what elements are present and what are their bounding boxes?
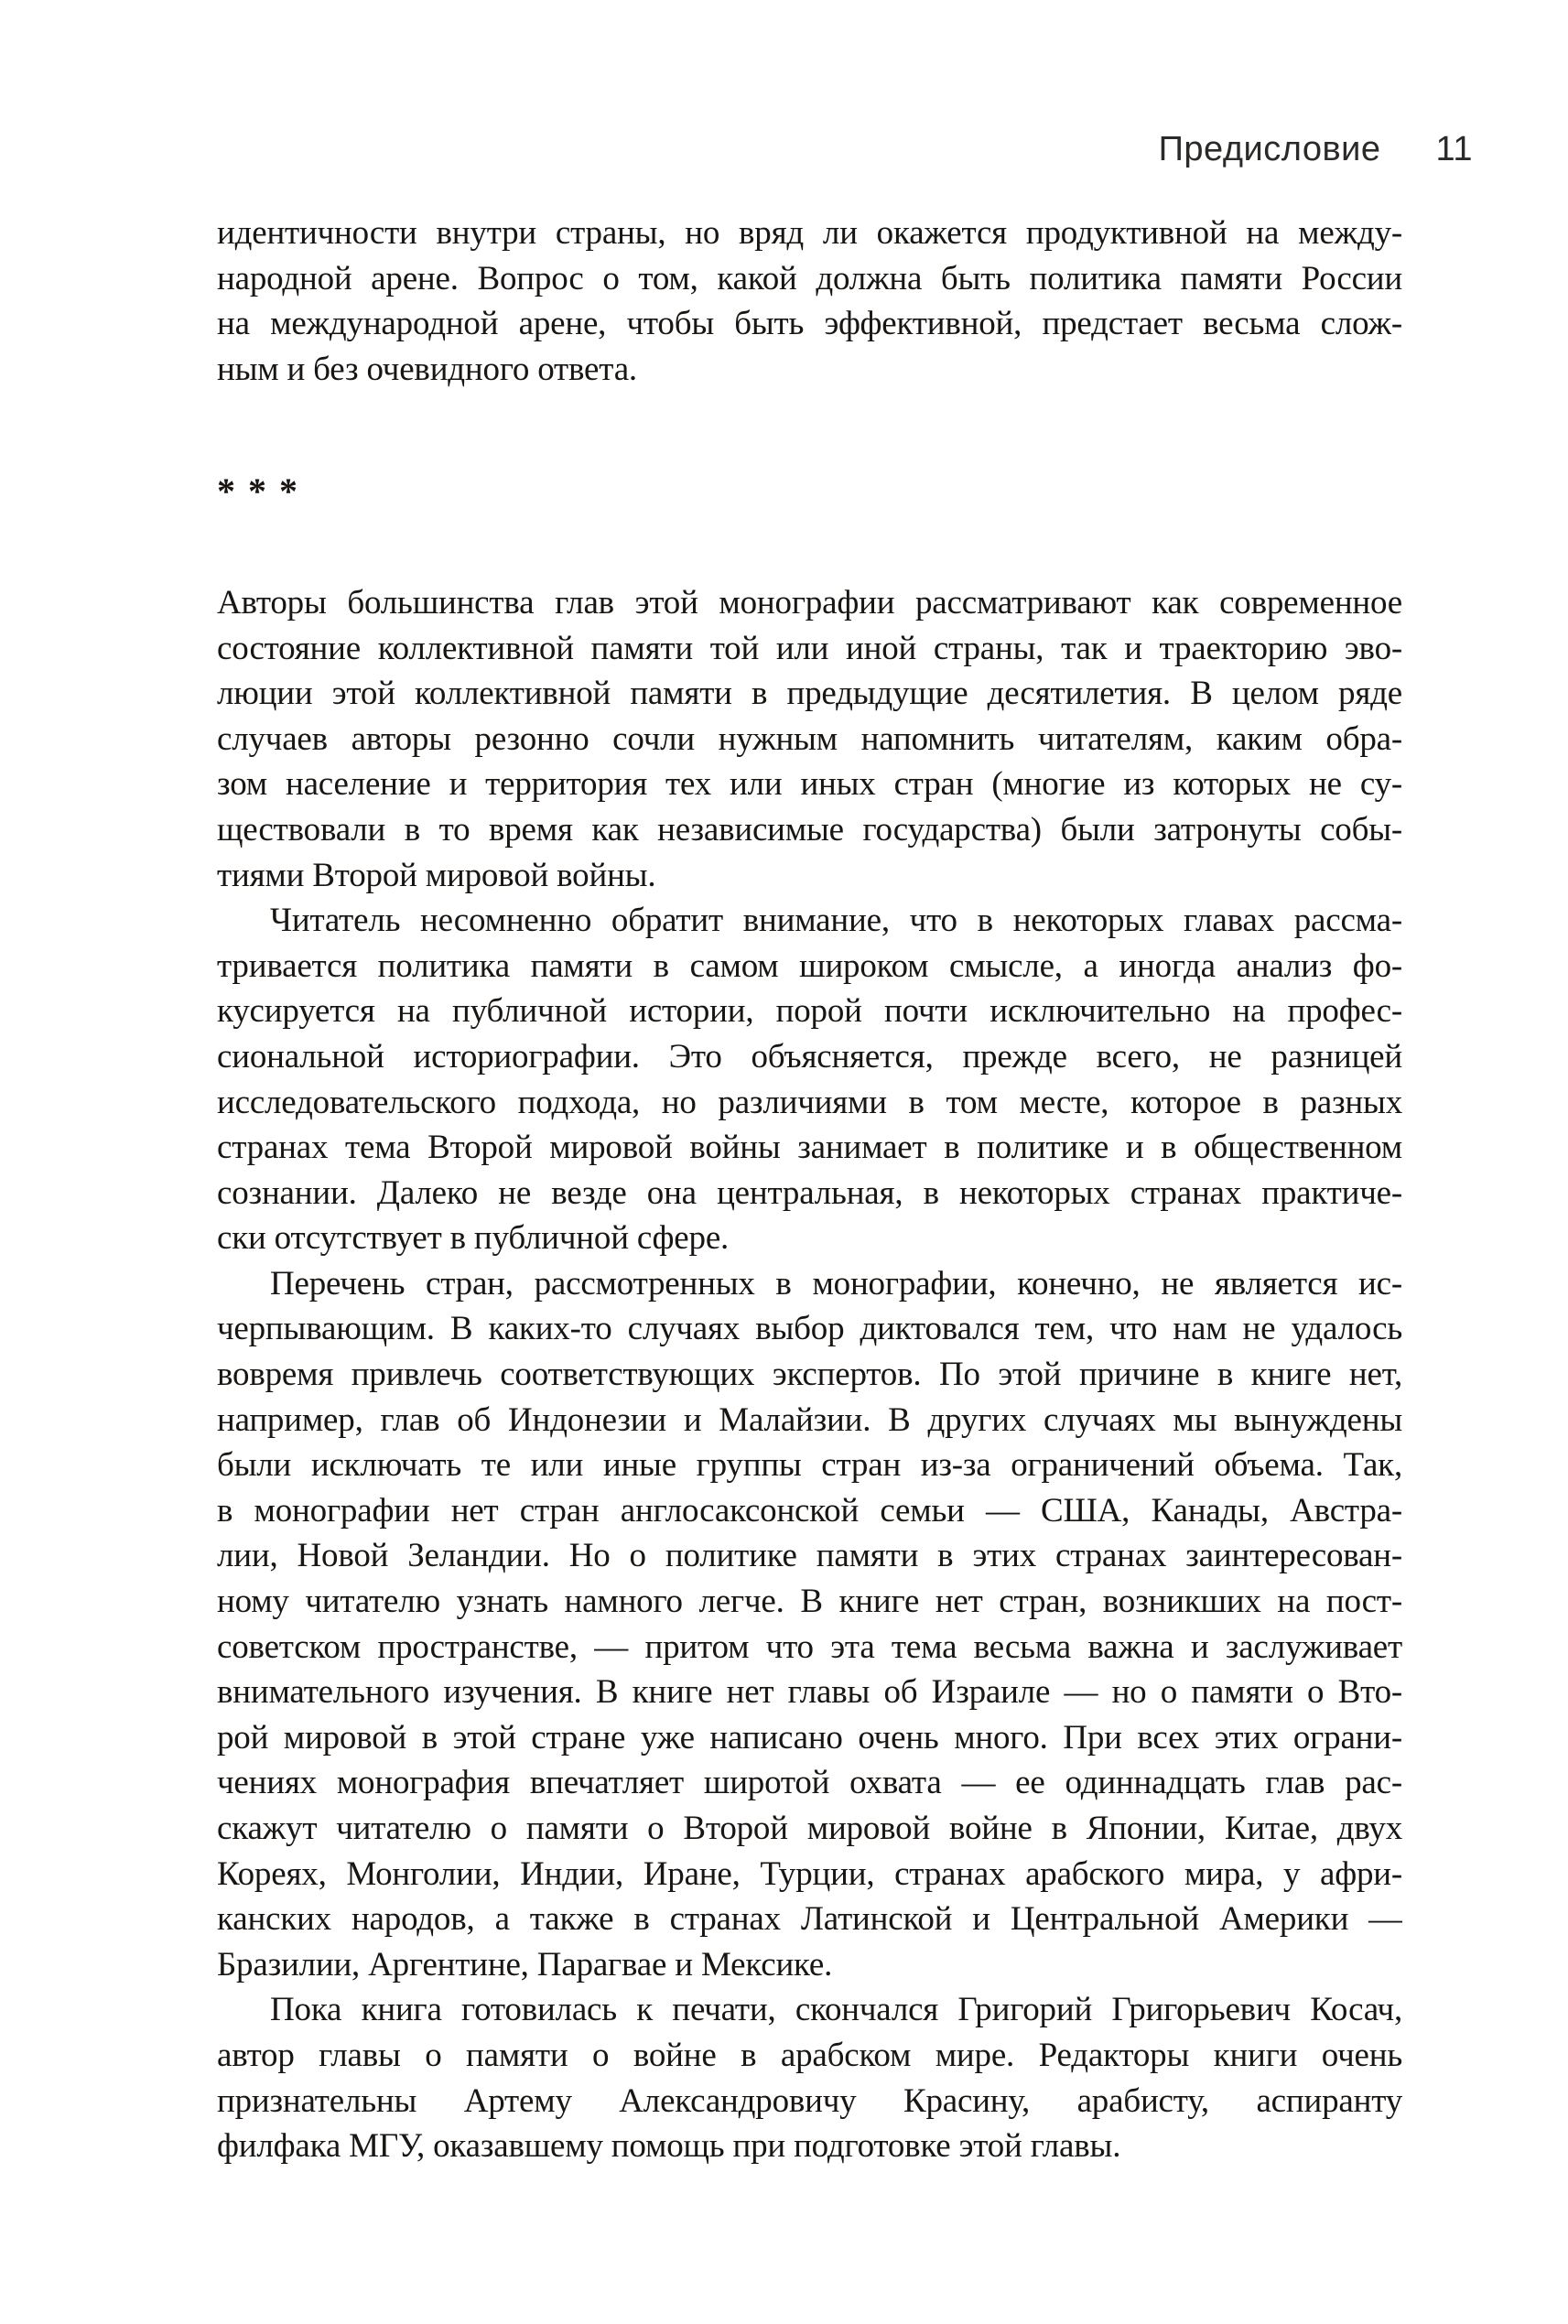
page-number: 11 — [1435, 130, 1473, 168]
text-line: скажут читателю о памяти о Второй мировой войне в Японии, Китае, двух — [217, 1810, 1402, 1847]
text-line: народной арене. Вопрос о том, какой должна быть политика памяти России — [217, 259, 1402, 297]
text-line: кусируется на публичной истории, порой почти исключительно на профес- — [217, 992, 1402, 1031]
text-line: на международной арене, чтобы быть эффективной, предстает весьма слож- — [217, 305, 1402, 343]
text-line: исследовательского подхода, но различиями в том месте, которое в разных — [217, 1083, 1402, 1121]
text-line: тривается политика памяти в самом широком смысле, а иногда анализ фо- — [217, 946, 1402, 985]
text-line: Кореях, Монголии, Индии, Иране, Турции, странах арабского мира, у афри- — [217, 1854, 1402, 1893]
text-line: идентичности внутри страны, но вряд ли окажется продуктивной на между- — [217, 214, 1402, 252]
text-line: Перечень стран, рассмотренных в монографии, конечно, не является ис- — [270, 1264, 1402, 1303]
text-line: внимательного изучения. В книге нет главы об Израиле — но о памяти о Вто- — [217, 1673, 1402, 1712]
text-line: например, глав об Индонезии и Малайзии. В других случаях мы вынуждены — [217, 1400, 1402, 1439]
text-line: советском пространстве, — притом что эта тема весьма важна и заслуживает — [217, 1627, 1402, 1666]
text-line: в монографии нет стран англосаксонской семьи — США, Канады, Австра- — [217, 1491, 1402, 1530]
text-line: состояние коллективной памяти той или иной страны, так и траекторию эво- — [217, 629, 1402, 667]
text-line: ществовали в то время как независимые государства) были затронуты собы- — [217, 810, 1402, 849]
text-line: странах тема Второй мировой войны занимает в политике и в общественном — [217, 1129, 1402, 1167]
text-line: филфака МГУ, оказавшему помощь при подготовке этой главы. — [217, 2127, 1121, 2166]
text-line: ным и без очевидного ответа. — [217, 350, 637, 388]
text-line: ному читателю узнать намного легче. В книге нет стран, возникших на пост- — [217, 1583, 1402, 1621]
text-line: лии, Новой Зеландии. Но о политике памяти в этих странах заинтересован- — [217, 1537, 1402, 1575]
text-line: Пока книга готовилась к печати, скончался Григорий Григорьевич Косач, — [270, 1991, 1402, 2029]
section-separator: * * * — [217, 470, 299, 513]
text-line: рой мировой в этой стране уже написано очень много. При всех этих ограни- — [217, 1718, 1402, 1757]
paragraph — [217, 898, 1402, 1261]
text-line: чениях монография впечатляет широтой охвата — ее одиннадцать глав рас- — [217, 1764, 1402, 1802]
text-line: признательны Артему Александровичу Красину, арабисту, аспиранту — [217, 2081, 1402, 2120]
paragraph — [217, 211, 1402, 392]
chapter-title: Предисловие — [1158, 130, 1381, 168]
text-line: сознании. Далеко не везде она центральная, в некоторых странах практиче- — [217, 1173, 1402, 1212]
paragraph — [217, 580, 1402, 898]
page-body — [217, 211, 1402, 2169]
text-line: сиональной историографии. Это объясняется, прежде всего, не разницей — [217, 1037, 1402, 1076]
text-line: зом население и территория тех или иных стран (многие из которых не су- — [217, 765, 1402, 804]
text-line: автор главы о памяти о войне в арабском мире. Редакторы книги очень — [217, 2036, 1402, 2074]
text-line: случаев авторы резонно сочли нужным напомнить читателям, каким обра- — [217, 719, 1402, 758]
text-line: были исключать те или иные группы стран из-за ограничений объема. Так, — [217, 1446, 1402, 1485]
paragraph — [217, 1987, 1402, 2168]
text-line: Читатель несомненно обратит внимание, что в некоторых главах рассма- — [270, 902, 1402, 940]
text-line: Авторы большинства глав этой монографии рассматривают как современное — [217, 583, 1402, 622]
paragraph — [217, 1261, 1402, 1988]
text-line: ски отсутствует в публичной сфере. — [217, 1219, 730, 1258]
text-line: люции этой коллективной памяти в предыдущие десятилетия. В целом ряде — [217, 675, 1402, 713]
text-line: черпывающим. В каких-то случаях выбор диктовался тем, что нам не удалось — [217, 1310, 1402, 1348]
text-line: тиями Второй мировой войны. — [217, 856, 656, 894]
text-line: канских народов, а также в странах Латинской и Центральной Америки — — [217, 1900, 1402, 1939]
text-line: Бразилии, Аргентине, Парагвае и Мексике. — [217, 1945, 833, 1984]
text-line: вовремя привлечь соответствующих экспертов. По этой причине в книге нет, — [217, 1356, 1402, 1394]
running-head — [1159, 128, 1473, 170]
